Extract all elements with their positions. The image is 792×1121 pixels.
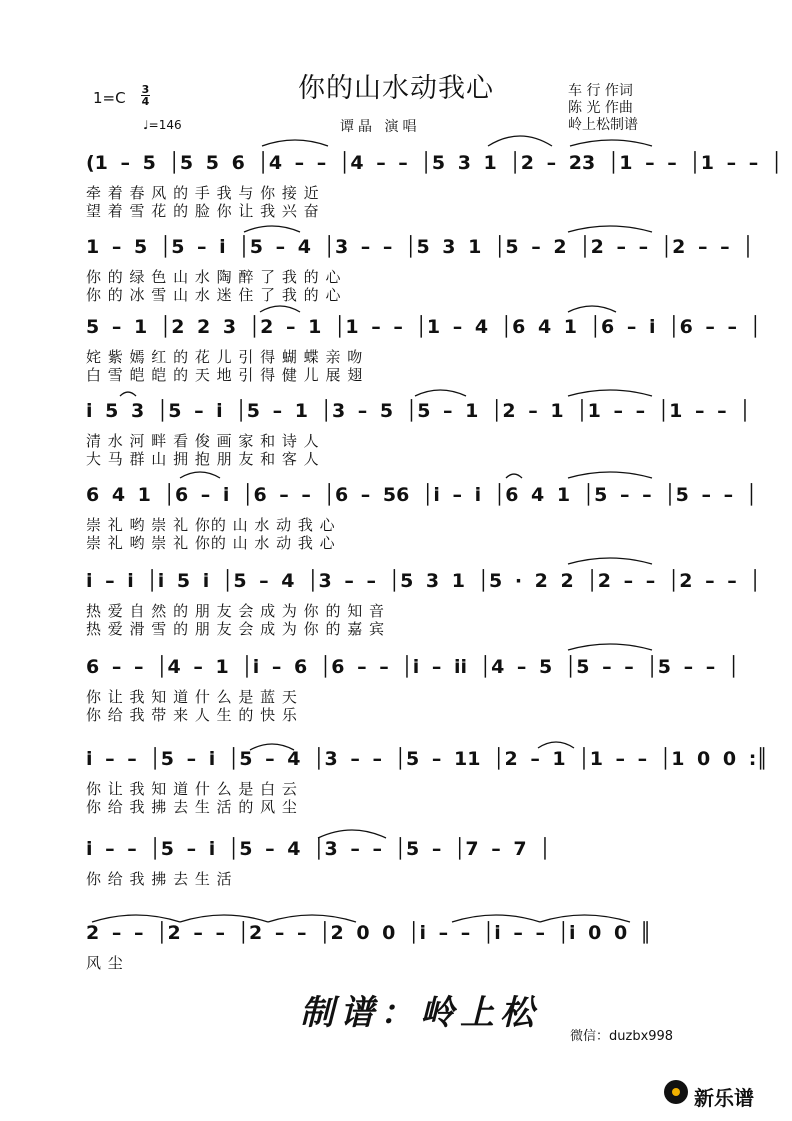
time-signature — [141, 84, 150, 107]
tempo-marking: ♩=146 — [143, 118, 182, 132]
notation-line: 6 4 1 │6 – i │6 – – │6 – 56 │i – i │6 4 1 │5 – – │5 – – │ — [86, 484, 758, 506]
composer-credit: 陈 光 作曲 — [568, 100, 633, 116]
notation-line: i – i │i 5 i │5 – 4 │3 – – │5 3 1 │5 · 2 2 │2 – – │2 – – │ — [86, 570, 761, 592]
meter-top: 3 — [141, 83, 150, 96]
meter-bottom: 4 — [141, 95, 150, 108]
lyric-verse-2: 热 爱 滑 雪 的 朋 友 会 成 为 你 的 嘉 宾 — [86, 620, 385, 638]
lyric-verse-2: 你 的 冰 雪 山 水 迷 住 了 我 的 心 — [86, 286, 342, 304]
notation-line: 5 – 1 │2 2 3 │2 – 1 │1 – – │1 – 4 │6 4 1 │6 – i │6 – – │ — [86, 316, 762, 338]
lyricist-credit: 车 行 作词 — [568, 83, 633, 99]
notation-line: 2 – – │2 – – │2 – – │2 0 0 │i – – │i – – │i 0 0 ║ — [86, 922, 652, 944]
notation-line: i 5 3 │5 – i │5 – 1 │3 – 5 │5 – 1 │2 – 1 │1 – – │1 – – │ — [86, 400, 751, 422]
lyric-verse-1: 你 让 我 知 道 什 么 是 白 云 — [86, 780, 298, 798]
lyric-verse-2: 白 雪 皑 皑 的 天 地 引 得 健 儿 展 翅 — [86, 366, 364, 384]
lyric-verse-2: 你 给 我 带 来 人 生 的 快 乐 — [86, 706, 298, 724]
lyric-verse-1: 热 爱 自 然 的 朋 友 会 成 为 你 的 知 音 — [86, 602, 385, 620]
key-signature: 1=C — [93, 89, 126, 107]
lyric-verse-1: 清 水 河 畔 看 俊 画 家 和 诗 人 — [86, 432, 320, 450]
lyric-verse-1: 姹 紫 嫣 红 的 花 儿 引 得 蝴 蝶 亲 吻 — [86, 348, 364, 366]
notation-line: i – – │5 – i │5 – 4 │3 – – │5 – │7 – 7 │ — [86, 838, 551, 860]
lyric-verse-1: 你 让 我 知 道 什 么 是 蓝 天 — [86, 688, 298, 706]
song-title: 你的山水动我心 — [298, 73, 494, 104]
transcriber-credit: 岭上松制谱 — [568, 117, 638, 133]
notation-line: (1 – 5 │5 5 6 │4 – – │4 – – │5 3 1 │2 – 23 │1 – – │1 – – │ — [86, 152, 783, 174]
lyric-verse-1: 崇 礼 哟 崇 礼 你的 山 水 动 我 心 — [86, 516, 336, 534]
notation-line: 1 – 5 │5 – i │5 – 4 │3 – – │5 3 1 │5 – 2 │2 – – │2 – – │ — [86, 236, 754, 258]
lyric-verse-2: 大 马 群 山 拥 抱 朋 友 和 客 人 — [86, 450, 320, 468]
notation-line: i – – │5 – i │5 – 4 │3 – – │5 – 11 │2 – 1 │1 – – │1 0 0 :║ — [86, 748, 768, 770]
singer-credit: 谭晶 演唱 — [340, 119, 421, 135]
lyric-verse-2: 望 着 雪 花 的 脸 你 让 我 兴 奋 — [86, 202, 320, 220]
lyric-verse-2: 你 给 我 拂 去 生 活 的 风 尘 — [86, 798, 298, 816]
lyric-verse-1: 你 的 绿 色 山 水 陶 醉 了 我 的 心 — [86, 268, 342, 286]
notation-line: 6 – – │4 – 1 │i – 6 │6 – – │i – ii │4 – 5 │5 – – │5 – – │ — [86, 656, 740, 678]
transcriber-signature: 制谱：岭上松 — [300, 993, 540, 1033]
lyric-verse-1: 风 尘 — [86, 954, 124, 972]
vinyl-logo-icon — [664, 1080, 688, 1104]
lyric-verse-1: 牵 着 春 风 的 手 我 与 你 接 近 — [86, 184, 320, 202]
lyric-verse-1: 你 给 我 拂 去 生 活 — [86, 870, 233, 888]
brand-name: 新乐谱 — [694, 1086, 754, 1110]
wechat-contact: 微信：duzbx998 — [570, 1029, 674, 1044]
lyric-verse-2: 崇 礼 哟 崇 礼 你的 山 水 动 我 心 — [86, 534, 336, 552]
